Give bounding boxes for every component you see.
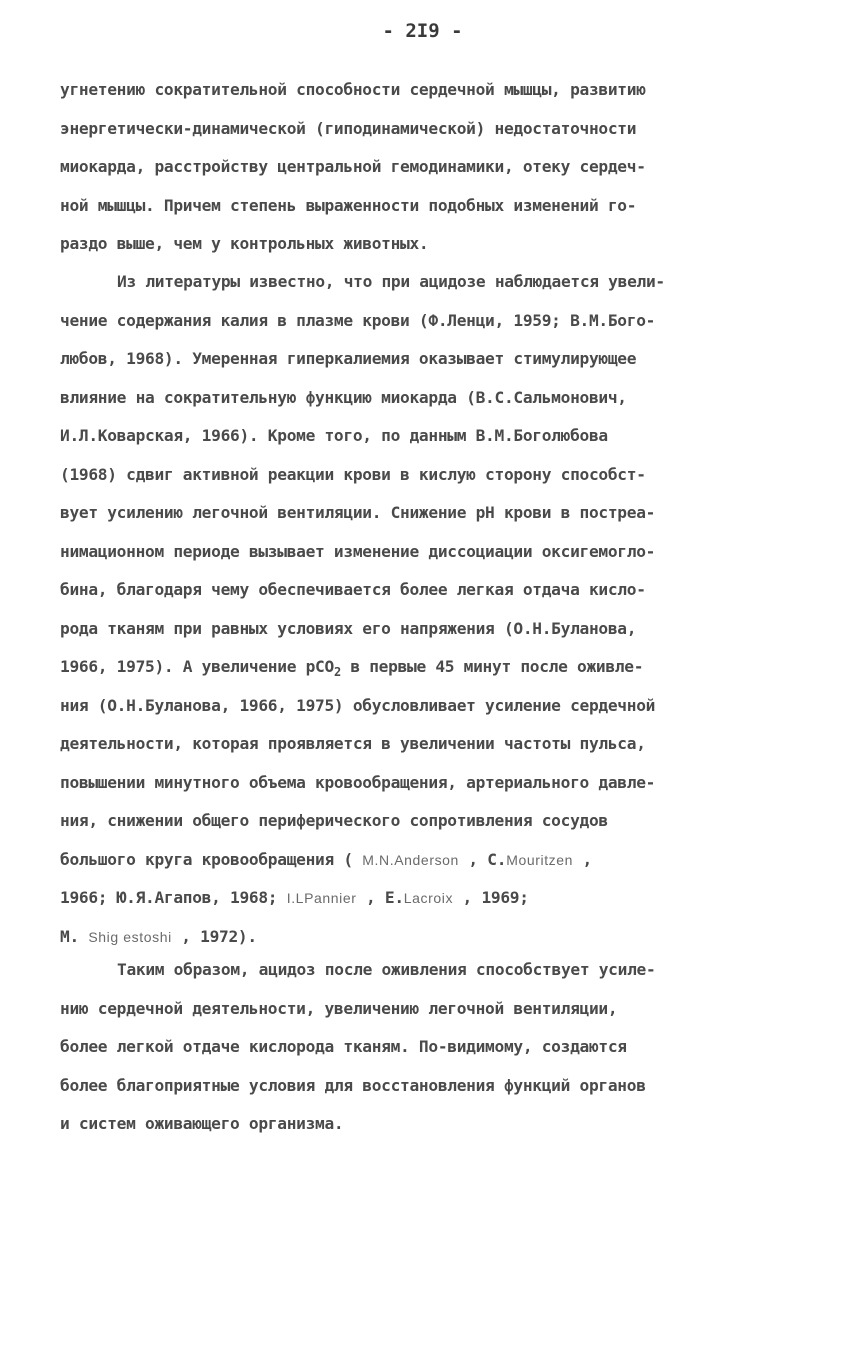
text-line: ния, снижении общего периферического сопротивления сосудов — [60, 811, 608, 830]
text-line: И.Л.Коварская, 1966). Кроме того, по данным В.М.Боголюбова — [60, 426, 608, 445]
text-line: бина, благодаря чему обеспечивается более легкая отдача кисло- — [60, 580, 646, 599]
text-segment: , — [573, 849, 592, 869]
text-line-citation — [60, 879, 800, 918]
text-line: более благоприятные условия для восстановления функций органов — [60, 1075, 646, 1095]
text-line: вует усилению легочной вентиляции. Снижение pH крови в постреа- — [60, 503, 656, 522]
text-line: и систем оживающего организма. — [60, 1114, 344, 1133]
text-line: (1968) сдвиг активной реакции крови в кислую сторону способст- — [60, 464, 646, 484]
text-line: более легкой отдаче кислорода тканям. По-видимому, создаются — [60, 1037, 627, 1056]
text-segment: в первые 45 минут после оживле- — [340, 657, 644, 676]
text-line: рода тканям при равных условиях его напряжения (О.Н.Буланова, — [60, 618, 637, 638]
text-line: деятельности, которая проявляется в увеличении частоты пульса, — [60, 734, 646, 753]
text-line: угнетению сократительной способности сердечной мышцы, развитию — [60, 80, 646, 99]
text-segment: , E. — [356, 888, 404, 907]
author-name: Lacroix — [403, 890, 454, 906]
text-segment: большого круга кровообращения ( — [60, 849, 363, 869]
text-segment: M. — [60, 926, 89, 946]
text-line: ния (О.Н.Буланова, 1966, 1975) обусловливает усиление сердечной — [60, 695, 656, 715]
text-line: любов, 1968). Умеренная гиперкалиемия оказывает стимулирующее — [60, 349, 637, 368]
text-line: раздо выше, чем у контрольных животных. — [60, 234, 429, 253]
text-line-pco2 — [60, 648, 800, 687]
text-line: ной мышцы. Причем степень выраженности подобных изменений го- — [60, 195, 637, 215]
text-line: нимационном периоде вызывает изменение диссоциации оксигемогло- — [60, 541, 656, 561]
author-name: M.N.Anderson — [362, 851, 459, 868]
text-line: повышении минутного объема кровообращения, артериального давле- — [60, 772, 656, 792]
text-line: влияние на сократительную функцию миокарда (В.С.Сальмонович, — [60, 387, 627, 407]
text-line: Таким образом, ацидоз после оживления способствует усиле- — [117, 960, 656, 979]
text-segment: , 1972). — [171, 926, 257, 946]
text-segment: , C. — [458, 849, 507, 869]
text-segment: , 1969; — [453, 888, 529, 907]
text-line: энергетически-динамической (гиподинамической) недостаточности — [60, 118, 637, 138]
text-segment: 1966, 1975). А увеличение pCO — [60, 657, 334, 676]
author-name: I.LPannier — [286, 890, 357, 906]
author-name: Shig estoshi — [88, 928, 172, 945]
author-name: Mouritzen — [506, 851, 574, 868]
subscript: 2 — [333, 665, 341, 679]
text-line: Из литературы известно, что при ацидозе наблюдается увели- — [117, 272, 665, 291]
text-line-citation — [60, 841, 800, 880]
text-line: чение содержания калия в плазме крови (Ф.Ленци, 1959; В.М.Бого- — [60, 310, 656, 330]
paragraph-2 — [60, 263, 800, 956]
paragraph-1 — [60, 71, 800, 264]
paragraph-3 — [60, 951, 800, 1144]
text-line: миокарда, расстройству центральной гемодинамики, отеку сердеч- — [60, 157, 646, 176]
text-segment: 1966; Ю.Я.Агапов, 1968; — [60, 888, 287, 907]
text-line: нию сердечной деятельности, увеличению легочной вентиляции, — [60, 998, 618, 1018]
page-number: - 2I9 - — [382, 20, 463, 42]
